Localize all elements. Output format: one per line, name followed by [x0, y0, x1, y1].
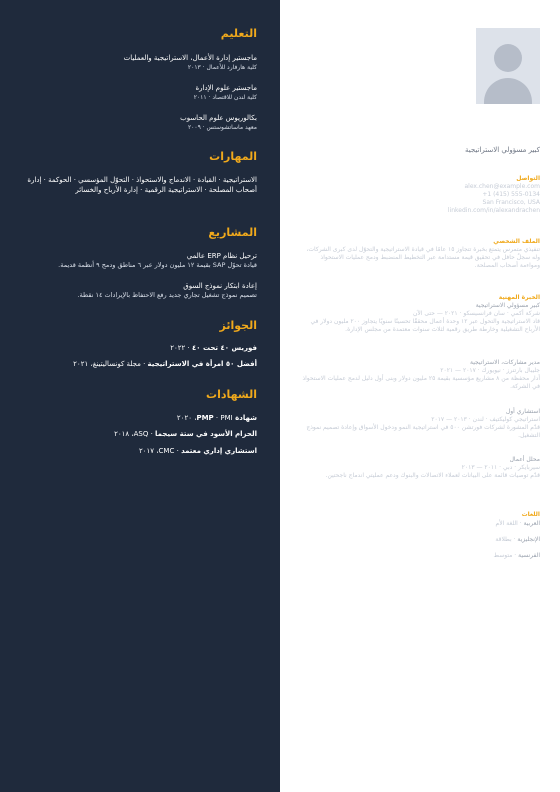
profile-title: كبير مسؤولي الاستراتيجية [465, 146, 540, 154]
experience-meta: شركة أكمي · سان فرانسيسكو · ٢٠٢١ — حتى الآن [412, 310, 540, 317]
contact-list [300, 183, 540, 215]
language-name: الفرنسية [518, 552, 540, 559]
summary-text: تنفيذي متمرس يتمتع بخبرة تتجاوز ١٥ عامًا في قيادة الاستراتيجية والتحوّل لدى كبرى الشركات، وله سجلٌ حافل في تحقيق قيمة مستدامة عبر التخطيط المنضبط ودمج عمليات الاستحواذ ومواءمة أصحاب المصلحة. [306, 246, 540, 269]
education-item [17, 53, 257, 72]
light-panel [280, 0, 560, 792]
certification-item [17, 413, 257, 423]
award-name: فوربس ٤٠ تحت ٤٠ [191, 344, 257, 352]
languages-heading: اللغات [521, 511, 540, 518]
award-item [17, 343, 257, 353]
education-detail: معهد ماساتشوستس · ٢٠٠٩ [187, 124, 257, 131]
skills-list [17, 175, 257, 195]
skills-text: الاستراتيجية · القيادة · الاندماج والاستحواذ · التحوّل المؤسسي · الحوكمة · إدارة أصحاب المصلحة · الاستراتيجية الرقمية · إدارة الأرباح والخسائر [27, 176, 257, 194]
language-name: العربية [523, 520, 540, 527]
experience-desc: قاد الاستراتيجية والتحول عبر ١٢ وحدة أعمال محققًا تحسينًا سنويًا يتجاوز ٢٠٠ مليون دولار في الأرباح التشغيلية وخارطة طريق رقمية لثلاث سنوات معتمدة من مجلس الإدارة. [310, 318, 540, 333]
certification-detail: · PMI، ٢٠٢٠ [176, 414, 233, 422]
experience-role: استشاري أول [505, 408, 540, 415]
certification-name: الحزام الأسود في ستة سيجما [155, 430, 257, 438]
education-degree: ماجستير إدارة الأعمال، الاستراتيجية والعمليات [123, 54, 257, 62]
experience-item [300, 359, 540, 391]
award-item [17, 359, 257, 369]
profile-photo [476, 28, 540, 104]
projects-heading: المشاريع [208, 226, 257, 239]
certification-name: شهادة PMP [196, 414, 257, 422]
language-level: بطلاقة [495, 536, 512, 543]
project-title: إعادة ابتكار نموذج السوق [183, 282, 257, 290]
language-item: الإنجليزية · بطلاقة [495, 536, 540, 543]
education-degree: ماجستير علوم الإدارة [195, 84, 257, 92]
award-detail: · ٢٠٢٢ [170, 344, 192, 352]
project-item [17, 281, 257, 300]
experience-item [300, 408, 540, 440]
experience-meta: سيربايكر · دبي · ٢٠١١ — ٢٠١٣ [461, 464, 540, 471]
experience-role: محلل أعمال [509, 456, 540, 463]
project-detail: تصميم نموذج تشغيل تجاري جديد رفع الاحتفاظ بالإيرادات ١٤ نقطة. [77, 291, 257, 299]
experience-desc: أدار محفظة من ٨ مشاريع مؤسسية بقيمة ٢٥ مليون دولار وبنى أول دليل لدمج عمليات الاستحواذ في الشركة. [302, 375, 540, 390]
education-item [17, 113, 257, 132]
education-detail: كلية هارفارد للأعمال · ٢٠١٣ [187, 64, 257, 71]
certification-detail: · ASQ، ٢٠١٨ [114, 430, 156, 438]
project-detail: قيادة تحوّل SAP بقيمة ١٢ مليون دولار عبر ٦ مناطق ودمج ٩ أنظمة قديمة. [58, 261, 257, 269]
experience-role: مدير مشاركات، الاستراتيجية [469, 359, 540, 366]
contact-heading: التواصل [516, 175, 540, 182]
experience-meta: استراتيجي كوليكتيف · لندن · ٢٠١٣ — ٢٠١٧ [431, 416, 540, 423]
experience-meta: جليبال بارتنرز · نيويورك · ٢٠١٧ — ٢٠٢١ [440, 367, 540, 374]
experience-item [300, 302, 540, 334]
certifications-heading: الشهادات [206, 388, 257, 401]
education-detail: كلية لندن للاقتصاد · ٢٠١١ [193, 94, 257, 101]
experience-desc: قدّم توصيات قائمة على البيانات لعملاء الاتصالات والبنوك ودعم عمليتي اندماج ناجحتين. [325, 472, 540, 479]
certification-item [17, 429, 257, 439]
experience-heading: الخبرة المهنية [498, 294, 540, 301]
contact-location: San Francisco, USA [482, 199, 540, 206]
award-detail: · مجلة كونساليتينغ، ٢٠٢١ [73, 360, 148, 368]
contact-linkedin[interactable]: linkedin.com/in/alexandrachen [447, 207, 540, 214]
language-name: الإنجليزية [517, 536, 540, 543]
experience-desc: قدّم المشورة لشركات فورتشن ٥٠٠ في استراتيجية النمو ودخول الأسواق وإعادة تصميم نموذج التشغيل. [306, 424, 540, 439]
certification-name: استشاري إداري معتمد [181, 447, 257, 455]
language-level: متوسط [493, 552, 513, 559]
awards-heading: الجوائز [219, 319, 257, 332]
language-level: اللغة الأم [495, 520, 518, 527]
avatar-head-icon [494, 44, 522, 72]
summary-block [300, 246, 540, 270]
experience-role: كبير مسؤولي الاستراتيجية [475, 302, 540, 309]
language-item: العربية · اللغة الأم [495, 520, 540, 527]
education-heading: التعليم [220, 27, 257, 40]
project-title: ترحيل نظام ERP عالمي [186, 252, 257, 260]
certification-detail: · CMC، ٢٠١٧ [139, 447, 182, 455]
avatar-body-icon [484, 78, 532, 104]
education-item [17, 83, 257, 102]
language-item: الفرنسية · متوسط [493, 552, 540, 559]
certification-item [17, 446, 257, 456]
award-name: أفضل ٥٠ امرأة في الاستراتيجية [147, 360, 257, 368]
summary-heading: الملف الشخصي [493, 238, 540, 245]
contact-email[interactable]: alex.chen@example.com [464, 183, 540, 190]
contact-phone[interactable]: +1 (415) 555-0134 [482, 191, 540, 198]
project-item [17, 251, 257, 270]
skills-heading: المهارات [209, 150, 257, 163]
education-degree: بكالوريوس علوم الحاسوب [180, 114, 257, 122]
experience-item [300, 456, 540, 480]
